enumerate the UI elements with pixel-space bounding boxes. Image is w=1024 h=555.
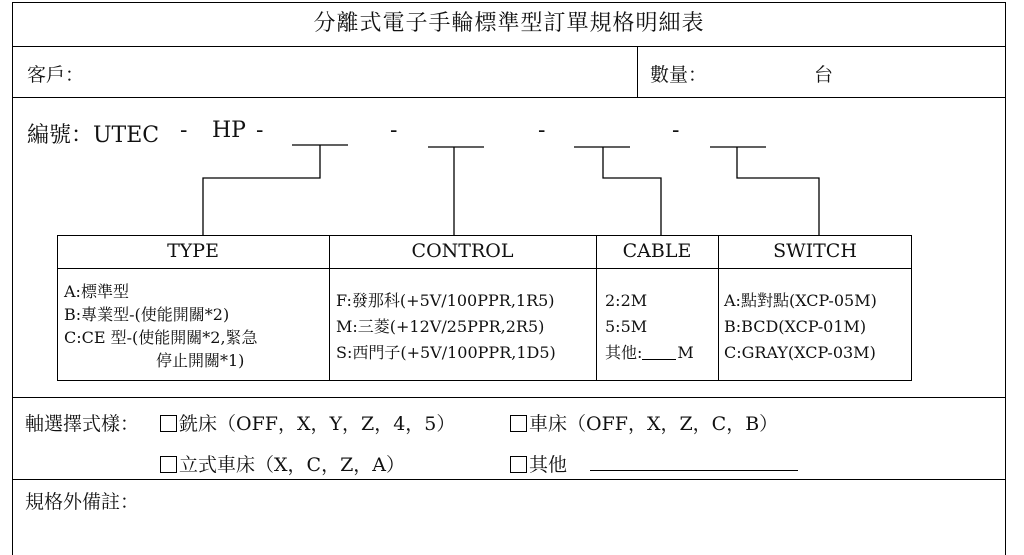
cable-option-other [605, 340, 694, 366]
quantity-unit: 台 [814, 64, 834, 86]
control-option: S:西門子(+5V/100PPR,1D5) [336, 343, 556, 362]
switch-option: C:GRAY(XCP-03M) [724, 343, 876, 362]
axis-option-lathe[interactable] [510, 409, 778, 436]
cable-option: 2:2M [605, 291, 648, 310]
cable-options [605, 288, 694, 366]
axis-option-label: 車床（OFF，X，Z，C，B） [529, 413, 779, 435]
cable-length-blank[interactable] [642, 343, 676, 360]
axis-option-vertical-lathe[interactable] [160, 450, 405, 477]
header-switch: SWITCH [773, 240, 857, 262]
cable-option: 5:5M [605, 317, 648, 336]
control-option: M:三菱(+12V/25PPR,2R5) [336, 317, 545, 336]
type-option: 停止開關*1) [156, 351, 245, 370]
axis-option-label: 其他 [529, 454, 568, 476]
control-options [336, 288, 556, 366]
code-dash: - [256, 118, 264, 143]
axis-option-label: 銑床（OFF，X，Y，Z，4，5） [179, 413, 456, 435]
axis-other-blank[interactable] [590, 470, 798, 471]
code-label: 編號：UTEC [27, 123, 160, 148]
cable-code-blank[interactable] [574, 122, 630, 146]
control-option: F:發那科(+5V/100PPR,1R5) [336, 291, 555, 310]
header-type: TYPE [167, 240, 219, 262]
switch-code-blank[interactable] [710, 122, 766, 146]
type-code-blank[interactable] [292, 122, 348, 144]
form-title: 分離式電子手輪標準型訂單規格明細表 [313, 11, 705, 36]
axis-option-other[interactable] [510, 450, 567, 477]
control-code-blank[interactable] [428, 122, 484, 146]
cable-unit: M [677, 343, 694, 362]
checkbox[interactable] [160, 456, 177, 473]
code-dash: - [390, 118, 398, 143]
checkbox[interactable] [510, 415, 527, 432]
remarks-field[interactable] [25, 512, 995, 552]
code-hp: HP [212, 118, 246, 143]
switch-option: B:BCD(XCP-01M) [724, 317, 867, 336]
switch-options [724, 288, 877, 366]
remarks-label: 規格外備註： [25, 491, 140, 513]
code-dash: - [538, 118, 546, 143]
quantity-label: 數量： [650, 64, 708, 86]
header-control: CONTROL [411, 240, 514, 262]
axis-option-label: 立式車床（X，C，Z，A） [179, 454, 405, 476]
checkbox[interactable] [160, 415, 177, 432]
type-options [64, 280, 258, 372]
axis-label: 軸選擇式樣： [25, 413, 140, 435]
type-option: C:CE 型-(使能開關*2,緊急 [64, 328, 258, 347]
code-dash: - [180, 118, 188, 143]
type-option: A:標準型 [64, 282, 129, 301]
type-option: B:專業型-(使能開關*2) [64, 305, 230, 324]
header-cable: CABLE [622, 240, 692, 262]
cable-other-label: 其他: [605, 343, 643, 362]
customer-label: 客戶： [27, 64, 85, 86]
code-dash: - [672, 118, 680, 143]
spec-table-header-rule [57, 268, 912, 269]
axis-option-milling[interactable] [160, 409, 455, 436]
switch-option: A:點對點(XCP-05M) [724, 291, 877, 310]
checkbox[interactable] [510, 456, 527, 473]
